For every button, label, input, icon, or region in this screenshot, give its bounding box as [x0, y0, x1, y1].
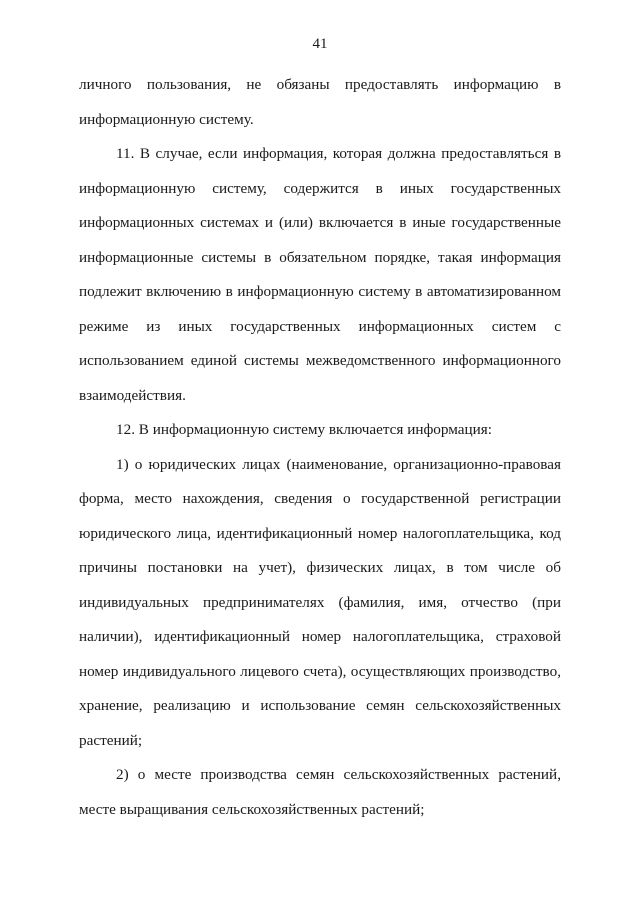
list-item-2: 2) о месте производства семян сельскохозяйственных растений, месте выращивания сельскохозяйственных растений; [79, 766, 561, 818]
paragraph-item-11: 11. В случае, если информация, которая должна предоставляться в информационную систему, содержится в иных государственных информационных системах и (или) включается в иные государственные информационные системы в обязательном порядке, такая информация подлежит включению в информационную систему в автоматизированном режиме из иных государственных информационных систем с использованием единой системы межведомственного информационного взаимодействия. [79, 145, 561, 404]
paragraph-item-12: 12. В информационную систему включается информация: [116, 421, 492, 438]
document-body [79, 68, 561, 827]
page-number: 41 [312, 36, 328, 52]
list-item-1: 1) о юридических лицах (наименование, организационно-правовая форма, место нахождения, сведения о государственной регистрации юридического лица, идентификационный номер налогоплательщика, код причины постановки на учет), физических лицах, в том числе об индивидуальных предпринимателях (фамилия, имя, отчество (при наличии), идентификационный номер налогоплательщика, страховой номер индивидуального лицевого счета), осуществляющих производство, хранение, реализацию и использование семян сельскохозяйственных растений; [79, 455, 561, 749]
paragraph-continuation: личного пользования, не обязаны предоставлять информацию в информационную систему. [79, 76, 561, 128]
